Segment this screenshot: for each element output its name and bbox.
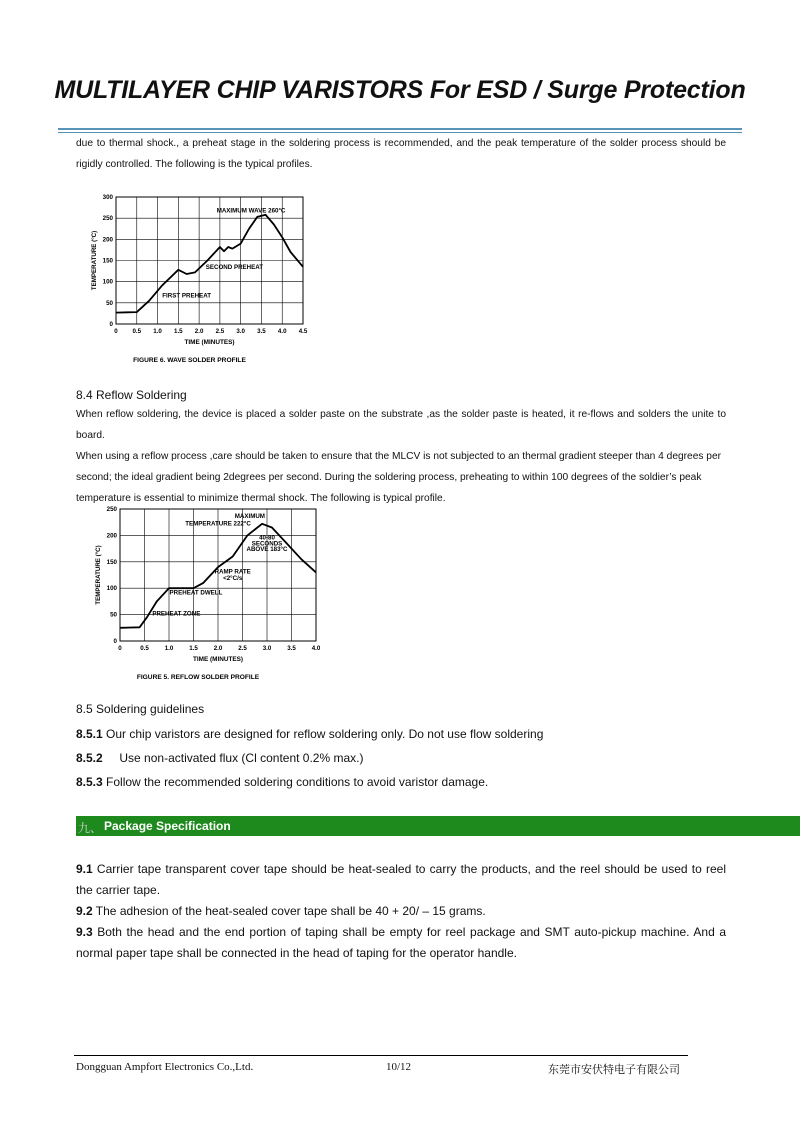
figure-caption: FIGURE 5. REFLOW SOLDER PROFILE — [136, 674, 260, 681]
annotation: PREHEAT DWELL — [169, 589, 223, 597]
y-tick-label: 150 — [102, 257, 113, 265]
annotation: PREHEAT ZONE — [152, 610, 201, 618]
y-tick-label: 0 — [109, 321, 113, 328]
wave-solder-chart — [76, 190, 326, 370]
item-number: 9.2 — [76, 904, 93, 918]
item-number: 9.1 — [76, 862, 93, 876]
x-tick-label: 0.5 — [132, 328, 142, 335]
annotation: <2°C/s — [223, 574, 243, 582]
y-tick-label: 200 — [106, 532, 117, 540]
y-tick-label: 100 — [106, 585, 117, 593]
item-text: Our chip varistors are designed for reflow soldering only. Do not use flow soldering — [102, 727, 544, 741]
reflow-line: second; the ideal gradient being 2degrees per second. During the soldering process, preheating to within 100 degrees of the soldier’s peak — [76, 472, 702, 483]
y-tick-label: 50 — [110, 611, 117, 619]
package-item — [76, 859, 726, 901]
x-tick-label: 3.5 — [287, 645, 296, 652]
annotation: MAXIMUM WAVE 260°C — [216, 207, 286, 215]
guideline-item — [76, 772, 726, 793]
footer-company: Dongguan Ampfort Electronics Co.,Ltd. — [76, 1061, 254, 1073]
annotation: RAMP RATE — [214, 568, 251, 576]
y-axis-label: TEMPERATURE (°C) — [95, 545, 102, 605]
y-tick-label: 200 — [102, 236, 113, 244]
item-number: 8.5.3 — [76, 775, 103, 789]
header-rule — [58, 128, 742, 130]
x-tick-label: 3.5 — [257, 328, 266, 335]
annotation: ABOVE 183°C — [246, 546, 288, 554]
guideline-item — [76, 724, 726, 745]
page-number: 10/12 — [386, 1061, 412, 1073]
x-tick-label: 0 — [114, 328, 118, 335]
item-text: Use non-activated flux (Cl content 0.2% max.) — [102, 751, 364, 765]
item-number: 9.3 — [76, 925, 93, 939]
item-text: Both the head and the end portion of taping shall be empty for reel package and SMT auto-pickup machine. And a normal paper tape shall be connected in the head of taping for the operator handle. — [76, 925, 726, 960]
x-tick-label: 4.0 — [277, 328, 287, 335]
x-tick-label: 1.5 — [174, 328, 183, 335]
reflow-line: When reflow soldering, the device is placed a solder paste on the substrate ,as the solder paste is heated, it re-flows and solders the unite to board. — [76, 409, 726, 441]
package-item — [76, 922, 726, 964]
intro-paragraph: due to thermal shock., a preheat stage in the soldering process is recommended, and the peak temperature of the solder process should be rigidly controlled. The following is the typical profiles. — [76, 138, 726, 170]
item-text: The adhesion of the heat-sealed cover tape shall be 40 + 20/ – 15 grams. — [92, 904, 486, 918]
y-axis-label: TEMPERATURE (°C) — [91, 230, 98, 291]
y-tick-label: 0 — [113, 638, 117, 645]
figure-caption: FIGURE 6. WAVE SOLDER PROFILE — [133, 357, 246, 364]
annotation: MAXIMUM — [234, 512, 265, 520]
annotation: 40-80 — [259, 534, 275, 542]
footer-company-cn: 东莞市安伏特电子有限公司 — [548, 1063, 680, 1076]
x-tick-label: 3.0 — [236, 328, 245, 335]
x-tick-label: 2.5 — [215, 328, 225, 335]
item-number: 8.5.1 — [76, 727, 103, 741]
x-tick-label: 1.0 — [153, 328, 162, 335]
x-tick-label: 2.0 — [213, 645, 223, 652]
annotation: SECONDS — [251, 540, 283, 548]
x-tick-label: 1.0 — [164, 645, 174, 652]
footer-rule — [74, 1055, 688, 1056]
x-axis-label: TIME (MINUTES) — [184, 339, 235, 346]
item-text: Carrier tape transparent cover tape should be heat-sealed to carry the products, and the reel should be used to reel the carrier tape. — [76, 862, 726, 897]
x-tick-label: 1.5 — [189, 645, 198, 652]
guideline-item — [76, 748, 726, 769]
section-banner — [76, 816, 800, 836]
y-tick-label: 150 — [106, 558, 117, 566]
page-title: MULTILAYER CHIP VARISTORS For ESD / Surge Protection — [54, 76, 746, 104]
reflow-line: When using a reflow process ,care should be taken to ensure that the MLCV is not subjected to an thermal gradient steeper than 4 degrees per — [76, 451, 722, 462]
annotation: FIRST PREHEAT — [162, 292, 211, 300]
section-title: Package Specification — [104, 819, 231, 833]
y-tick-label: 100 — [102, 278, 113, 286]
reflow-heading: 8.4 Reflow Soldering — [76, 388, 187, 402]
x-tick-label: 4.5 — [298, 328, 308, 335]
x-tick-label: 2.0 — [194, 328, 204, 335]
section-number: 九、 — [78, 821, 103, 835]
annotation: TEMPERATURE 222°C — [185, 520, 251, 528]
x-tick-label: 0 — [118, 645, 122, 652]
reflow-solder-chart — [86, 502, 336, 688]
y-tick-label: 50 — [106, 299, 113, 307]
reflow-line: temperature is essential to minimize thermal shock. The following is typical profile. — [76, 493, 446, 504]
y-tick-label: 250 — [102, 215, 113, 223]
reflow-paragraph — [76, 404, 726, 509]
x-tick-label: 3.0 — [262, 645, 272, 652]
x-tick-label: 4.0 — [311, 645, 321, 652]
item-text: Follow the recommended soldering conditions to avoid varistor damage. — [102, 775, 489, 789]
guidelines-heading: 8.5 Soldering guidelines — [76, 702, 205, 716]
item-number: 8.5.2 — [76, 751, 103, 765]
x-tick-label: 2.5 — [238, 645, 247, 652]
x-tick-label: 0.5 — [140, 645, 149, 652]
y-tick-label: 300 — [102, 194, 113, 201]
package-item — [76, 901, 726, 922]
annotation: SECOND PREHEAT — [205, 263, 264, 271]
y-tick-label: 250 — [106, 506, 117, 513]
x-axis-label: TIME (MINUTES) — [192, 656, 244, 663]
